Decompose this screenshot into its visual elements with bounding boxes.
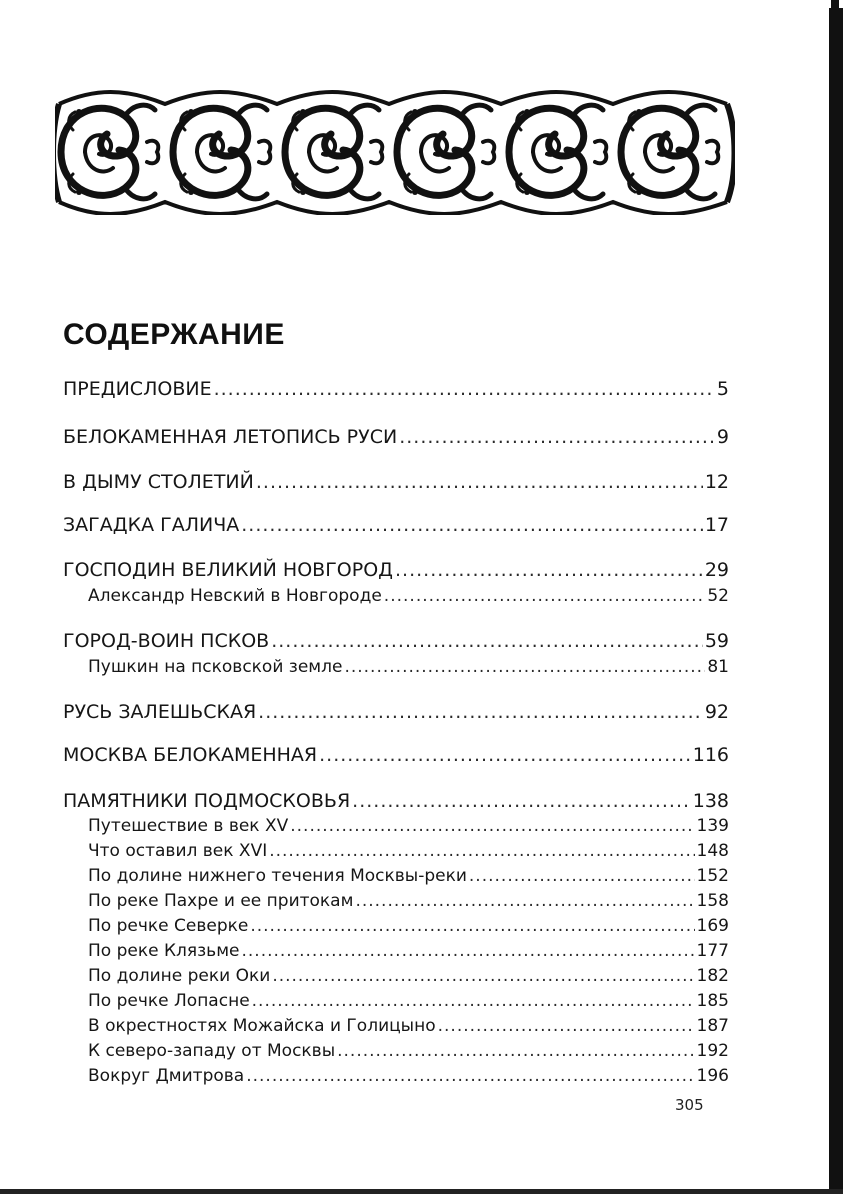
toc-section-entry (88, 816, 729, 836)
toc-section-entry (88, 941, 729, 961)
toc-entry-label: Что оставил век XVI (88, 841, 268, 861)
dot-leader (395, 559, 703, 581)
toc-entry-page: 196 (696, 1066, 729, 1086)
toc-section-entry (88, 1041, 729, 1061)
toc-entry-page: 192 (696, 1041, 729, 1061)
toc-entry-label: По долине реки Оки (88, 966, 271, 986)
toc-entry-page: 9 (716, 426, 729, 448)
toc-entry-page: 177 (696, 941, 729, 961)
toc-entry-label: Александр Невский в Новгороде (88, 586, 382, 606)
toc-entry-page: 182 (696, 966, 729, 986)
dot-leader (241, 514, 703, 536)
dot-leader (252, 991, 695, 1011)
toc-entry-label: БЕЛОКАМЕННАЯ ЛЕТОПИСЬ РУСИ (63, 426, 398, 448)
toc-entry-page: 59 (704, 630, 729, 652)
toc-entry-label: По речке Северке (88, 916, 249, 936)
toc-entry-page: 81 (707, 657, 729, 677)
toc-entry-label: К северо-западу от Москвы (88, 1041, 336, 1061)
toc-section-entry (88, 991, 729, 1011)
page-bottom-edge (0, 1189, 843, 1194)
toc-entry-label: РУСЬ ЗАЛЕШЬСКАЯ (63, 701, 257, 723)
toc-entry-label: Пушкин на псковской земле (88, 657, 343, 677)
dot-leader (272, 966, 694, 986)
page-number: 305 (675, 1096, 704, 1114)
toc-entry-label: По долине нижнего течения Москвы-реки (88, 866, 467, 886)
dot-leader (269, 841, 694, 861)
toc-entry-page: 148 (696, 841, 729, 861)
toc-entry-label: По реке Клязьме (88, 941, 240, 961)
toc-entry-page: 17 (704, 514, 729, 536)
toc-chapter-entry (63, 559, 729, 581)
toc-section-entry (88, 586, 729, 606)
toc-entry-page: 29 (704, 559, 729, 581)
toc-entry-label: МОСКВА БЕЛОКАМЕННАЯ (63, 744, 318, 766)
toc-entry-label: ГОСПОДИН ВЕЛИКИЙ НОВГОРОД (63, 559, 394, 581)
toc-chapter-entry (63, 701, 729, 723)
toc-chapter-entry (63, 790, 729, 812)
dot-leader (352, 790, 691, 812)
contents-title: СОДЕРЖАНИЕ (63, 318, 285, 351)
toc-section-entry (88, 657, 729, 677)
toc-section-entry (88, 1016, 729, 1036)
toc-chapter-entry (63, 514, 729, 536)
toc-chapter-entry (63, 426, 729, 448)
dot-leader (384, 586, 706, 606)
toc-entry-label: В ДЫМУ СТОЛЕТИЙ (63, 471, 254, 493)
toc-entry-page: 116 (692, 744, 729, 766)
page-edge-shadow (829, 8, 843, 1194)
toc-section-entry (88, 1066, 729, 1086)
toc-entry-label: ЗАГАДКА ГАЛИЧА (63, 514, 240, 536)
toc-entry-label: ГОРОД-ВОИН ПСКОВ (63, 630, 270, 652)
dot-leader (246, 1066, 694, 1086)
toc-chapter-entry (63, 378, 729, 400)
toc-entry-label: По речке Лопасне (88, 991, 250, 1011)
toc-entry-page: 158 (696, 891, 729, 911)
toc-chapter-entry (63, 630, 729, 652)
dot-leader (355, 891, 694, 911)
dot-leader (271, 630, 703, 652)
toc-entry-page: 139 (696, 816, 729, 836)
toc-section-entry (88, 841, 729, 861)
toc-entry-label: В окрестностях Можайска и Голицыно (88, 1016, 436, 1036)
toc-entry-page: 92 (704, 701, 729, 723)
floral-scroll-border-icon (55, 90, 735, 215)
toc-section-entry (88, 916, 729, 936)
toc-entry-page: 185 (696, 991, 729, 1011)
toc-entry-page: 152 (696, 866, 729, 886)
toc-entry-label: По реке Пахре и ее притокам (88, 891, 354, 911)
dot-leader (214, 378, 715, 400)
toc-entry-page: 12 (704, 471, 729, 493)
toc-entry-label: Вокруг Дмитрова (88, 1066, 245, 1086)
dot-leader (469, 866, 695, 886)
dot-leader (258, 701, 703, 723)
toc-section-entry (88, 891, 729, 911)
toc-section-entry (88, 866, 729, 886)
toc-entry-page: 5 (716, 378, 729, 400)
toc-entry-page: 138 (692, 790, 729, 812)
toc-entry-label: ПАМЯТНИКИ ПОДМОСКОВЬЯ (63, 790, 351, 812)
dot-leader (399, 426, 715, 448)
toc-section-entry (88, 966, 729, 986)
dot-leader (256, 471, 703, 493)
toc-entry-page: 169 (696, 916, 729, 936)
toc-entry-page: 52 (707, 586, 729, 606)
toc-entry-label: ПРЕДИСЛОВИЕ (63, 378, 212, 400)
dot-leader (319, 744, 691, 766)
toc-chapter-entry (63, 744, 729, 766)
dot-leader (344, 657, 705, 677)
dot-leader (337, 1041, 694, 1061)
toc-chapter-entry (63, 471, 729, 493)
dot-leader (290, 816, 694, 836)
toc-entry-label: Путешествие в век XV (88, 816, 289, 836)
dot-leader (241, 941, 694, 961)
dot-leader (250, 916, 694, 936)
toc-entry-page: 187 (696, 1016, 729, 1036)
page-edge-mark (831, 0, 839, 12)
dot-leader (438, 1016, 695, 1036)
